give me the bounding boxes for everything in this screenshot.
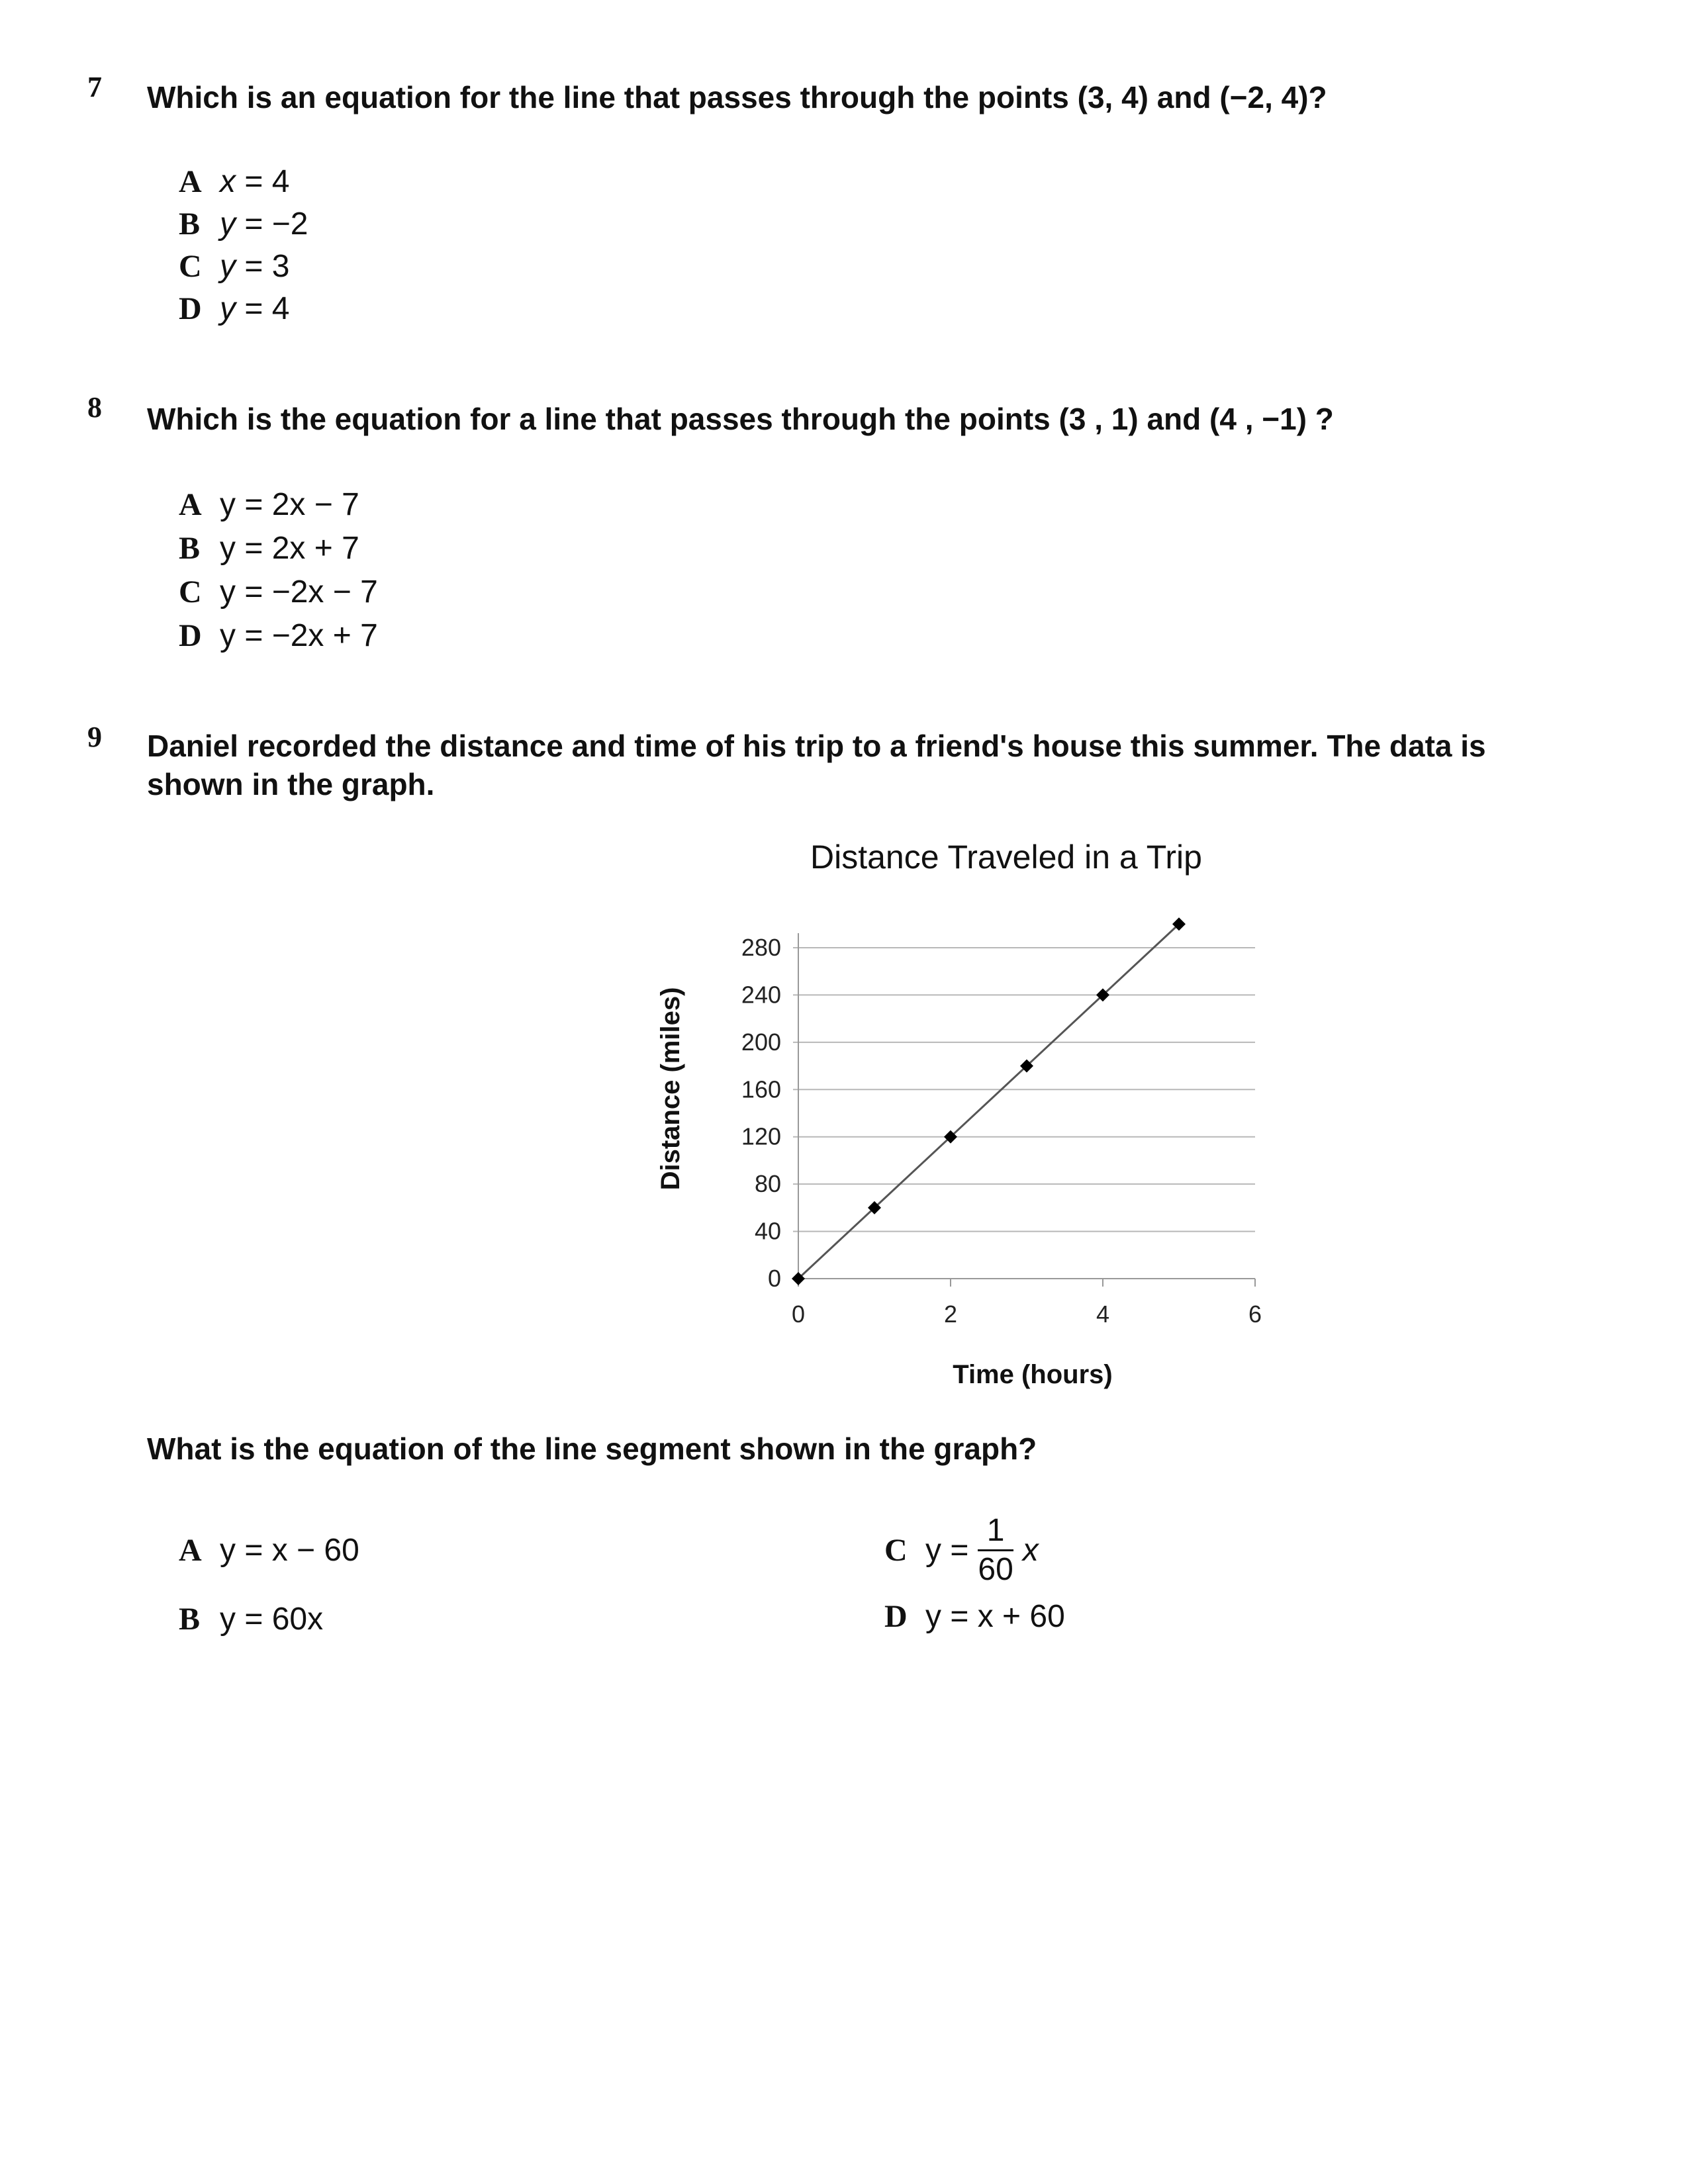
choice-letter: B	[179, 206, 201, 242]
choice-letter: A	[179, 487, 202, 522]
choice-text: = 4	[236, 291, 290, 326]
chart-axes	[798, 933, 1255, 1287]
choice-variable: y	[220, 249, 236, 284]
choice-letter: A	[179, 164, 202, 199]
x-tick-labels	[792, 1300, 1262, 1328]
choice-text: y = 60x	[220, 1602, 324, 1637]
choice-letter: B	[179, 1602, 201, 1637]
choice-text: = −2	[236, 206, 308, 242]
y-axis-label: Distance (miles)	[656, 987, 685, 1191]
choice-d[interactable]	[853, 1562, 1065, 1671]
y-tick-label: 200	[741, 1028, 781, 1056]
choice-text: y = −2x + 7	[220, 618, 378, 653]
question-text: Daniel recorded the distance and time of his trip to a friend's house this summer. The data is shown in the graph.	[147, 729, 1486, 801]
x-tick-label: 2	[943, 1300, 958, 1328]
choice-letter: D	[179, 618, 202, 653]
series-line	[798, 924, 1179, 1279]
question-number: 9	[87, 721, 102, 753]
distance-time-chart	[635, 821, 1284, 1416]
choice-text: y = x − 60	[220, 1533, 359, 1568]
question-number: 7	[87, 71, 102, 103]
x-tick-label: 0	[791, 1300, 806, 1328]
y-tick-label: 280	[741, 934, 781, 961]
question-number: 8	[87, 391, 102, 424]
x-tick-label: 6	[1248, 1300, 1262, 1328]
x-tick-label: 4	[1096, 1300, 1110, 1328]
choice-letter: C	[179, 574, 202, 610]
fraction-numerator: 1	[978, 1512, 1013, 1551]
choice-text: = 4	[236, 164, 290, 199]
choice-variable: y	[220, 291, 236, 326]
choice-letter: D	[884, 1599, 908, 1634]
choice-letter: C	[179, 249, 202, 284]
choice-d[interactable]	[147, 254, 289, 363]
y-tick-label: 80	[754, 1170, 781, 1198]
choice-text: y = −2x − 7	[220, 574, 378, 610]
question-text: Which is an equation for the line that passes through the points (3, 4) and (−2, 4)?	[147, 80, 1327, 114]
choice-letter: C	[884, 1533, 908, 1568]
choice-letter: D	[179, 291, 202, 326]
chart-series	[792, 917, 1186, 1285]
chart-title: Distance Traveled in a Trip	[810, 839, 1202, 876]
fraction-denominator: 60	[978, 1552, 1013, 1587]
choice-d[interactable]	[147, 581, 378, 690]
y-tick-label: 0	[767, 1265, 781, 1292]
choice-text: y = x + 60	[925, 1599, 1065, 1634]
x-axis-label: Time (hours)	[953, 1360, 1113, 1389]
choice-b[interactable]	[147, 1565, 323, 1674]
y-tick-label: 40	[754, 1217, 781, 1245]
choice-text: y = 2x + 7	[220, 531, 359, 566]
y-tick-label: 240	[741, 981, 781, 1009]
question-text: Which is the equation for a line that passes through the points (3 , 1) and (4 , −1) ?	[147, 402, 1334, 436]
y-tick-label: 120	[741, 1122, 781, 1150]
y-tick-label: 160	[741, 1075, 781, 1103]
choice-letter: B	[179, 531, 201, 566]
choice-text: = 3	[236, 249, 290, 284]
choice-text: y =	[925, 1533, 969, 1568]
choice-letter: A	[179, 1533, 202, 1568]
choice-variable: y	[220, 206, 236, 242]
choice-text: y = 2x − 7	[220, 487, 359, 522]
choice-variable: x	[1022, 1533, 1039, 1568]
follow-up-question: What is the equation of the line segment shown in the graph?	[147, 1432, 1037, 1466]
y-tick-labels	[741, 934, 781, 1292]
choice-variable: x	[220, 164, 236, 199]
chart-grid	[793, 948, 1255, 1232]
